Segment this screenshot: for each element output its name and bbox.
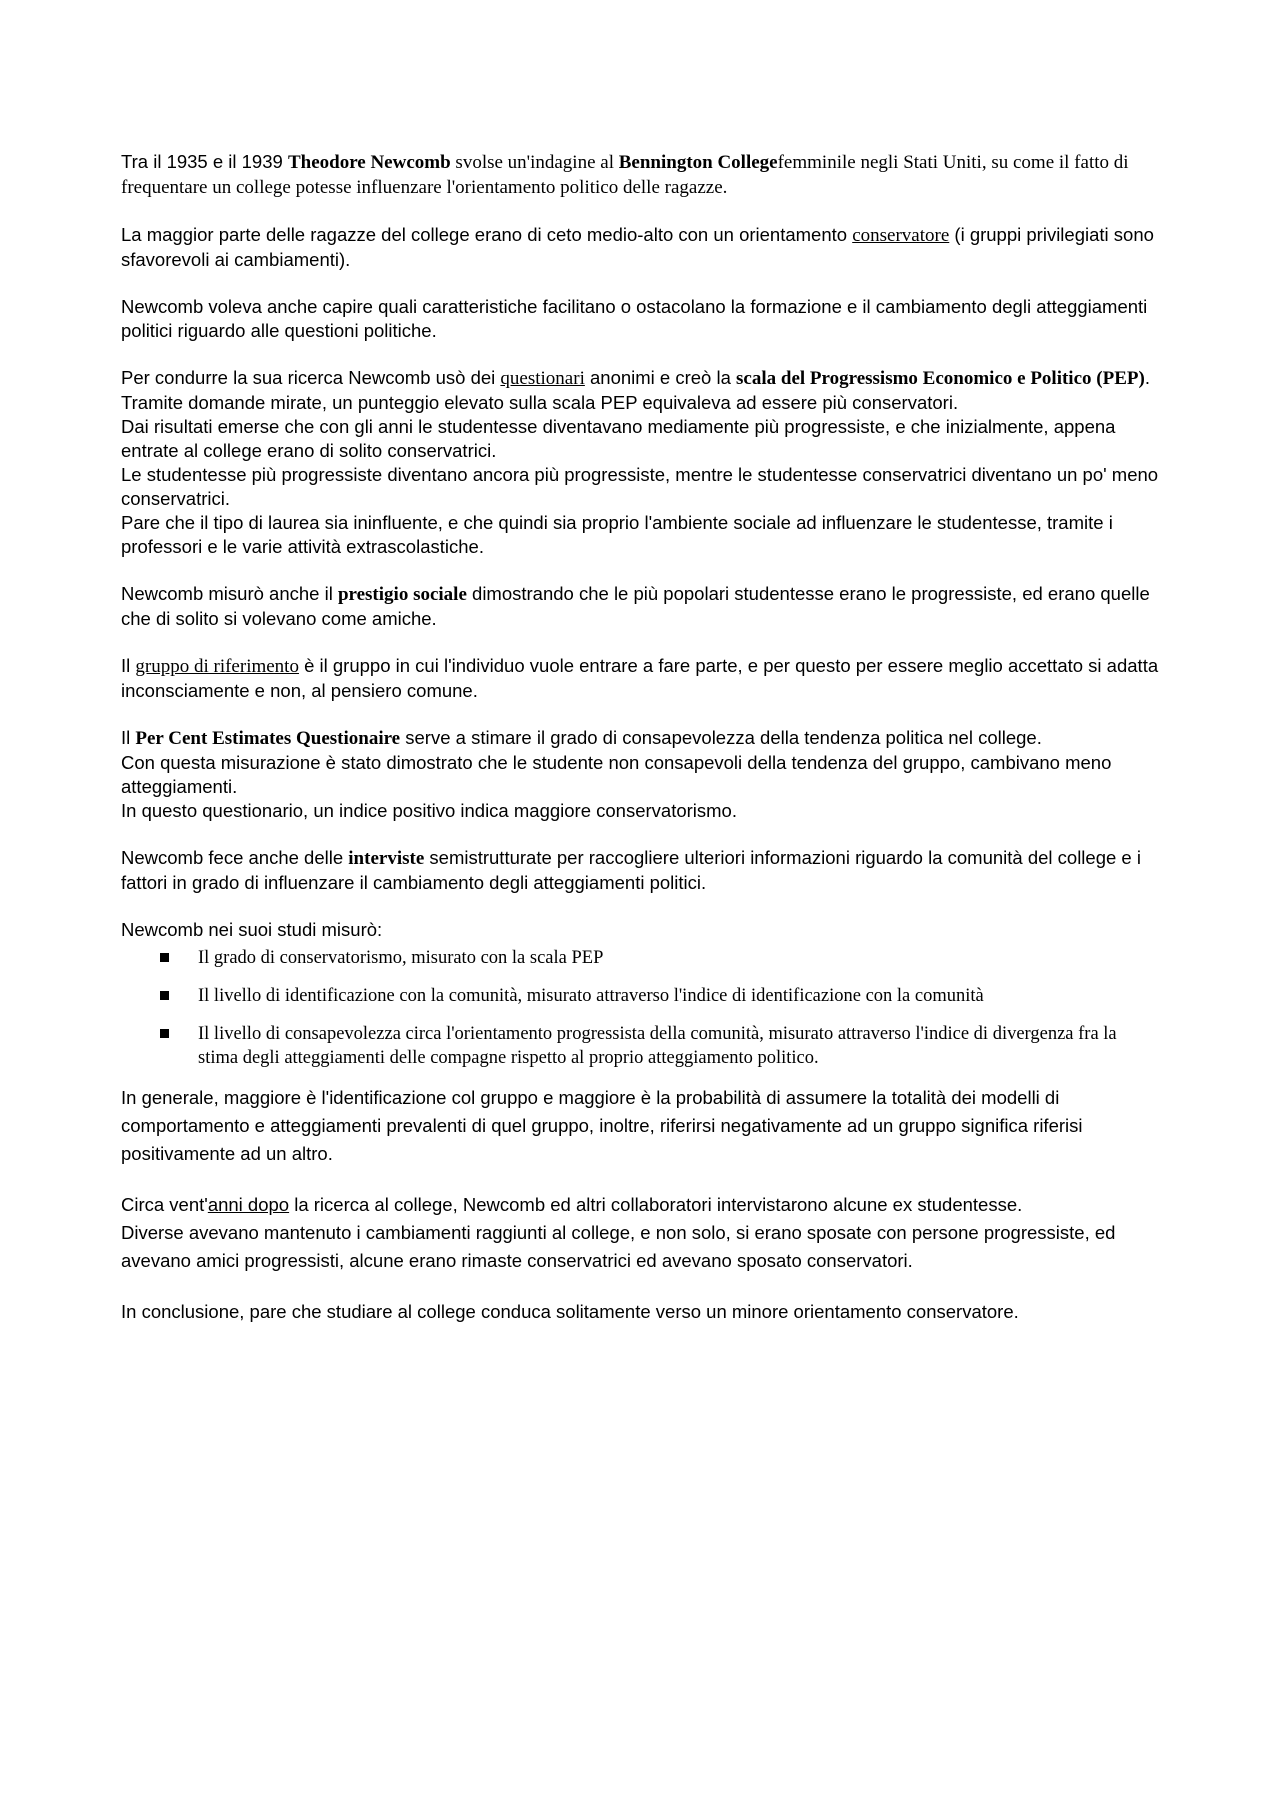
p8-text-1: Newcomb fece anche delle bbox=[121, 847, 349, 868]
p11-underline-anni-dopo: anni dopo bbox=[207, 1194, 290, 1215]
paragraph-gruppo-riferimento bbox=[121, 654, 1161, 703]
paragraph-group-ricerca bbox=[121, 366, 1161, 559]
square-bullet-icon bbox=[160, 1029, 169, 1038]
p6-underline-gruppo: gruppo di riferimento bbox=[135, 656, 299, 677]
list-item-text: Il grado di conservatorismo, misurato con la scala PEP bbox=[198, 948, 604, 968]
paragraph-interviste bbox=[121, 846, 1161, 895]
list-item-text: Il livello di consapevolezza circa l'orientamento progressista della comunità, misurato attraverso l'indice di divergenza fra la stima degli atteggiamenti delle compagne rispetto al proprio atteggiamento politico. bbox=[198, 1024, 1117, 1068]
paragraph-indice: In questo questionario, un indice positivo indica maggiore conservatorismo. bbox=[121, 800, 737, 821]
intro-text-2: svolse un'indagine al bbox=[450, 152, 619, 173]
p7-text-1: Il bbox=[121, 727, 136, 748]
p6-text-1: Il bbox=[121, 655, 136, 676]
paragraph-misurazione: Con questa misurazione è stato dimostrato che le studente non consapevoli della tendenza del gruppo, cambivano meno atteggiamenti. bbox=[121, 752, 1112, 797]
list-item bbox=[121, 984, 1161, 1008]
list-item-text: Il livello di identificazione con la comunità, misurato attraverso l'indice di identificazione con la comunità bbox=[198, 986, 984, 1006]
paragraph-laurea: Pare che il tipo di laurea sia ininfluente, e che quindi sia proprio l'ambiente sociale ad influenzare le studentesse, tramite i professori e le varie attività extrascolastiche. bbox=[121, 512, 1113, 557]
list-item bbox=[121, 1022, 1161, 1070]
paragraph-intro bbox=[121, 150, 1161, 200]
paragraph-generale: In generale, maggiore è l'identificazione col gruppo e maggiore è la probabilità di assumere la totalità dei modelli di comportamento e atteggiamenti prevalenti di quel gruppo, inoltre, riferirsi negativamente ad un gruppo significa riferisi positivamente ad un altro. bbox=[121, 1087, 1083, 1164]
intro-text-3: femminile negli Stati Uniti, su come il fatto di frequentare un college potesse influenzare l'orientamento politico delle ragazze. bbox=[121, 152, 1129, 198]
paragraph-group-questionaire bbox=[121, 726, 1161, 823]
paragraph-diverse: Diverse avevano mantenuto i cambiamenti raggiunti al college, e non solo, si erano sposate con persone progressiste, ed avevano amici progressisti, alcune erano rimaste conservatrici ed avevano sposato conservatori. bbox=[121, 1222, 1116, 1271]
paragraph-per-cent bbox=[121, 726, 1161, 751]
p6-text-2: è il gruppo in cui l'individuo vuole entrare a fare parte, e per questo per essere meglio accettato si adatta inconsciamente e non, al pensiero comune. bbox=[121, 655, 1159, 701]
p7-bold-questionaire: Per Cent Estimates Questionaire bbox=[135, 728, 401, 749]
intro-bold-newcomb: Theodore Newcomb bbox=[287, 152, 451, 173]
p5-text-1: Newcomb misurò anche il bbox=[121, 583, 338, 604]
paragraph-misuro: Newcomb nei suoi studi misurò: bbox=[121, 919, 383, 940]
paragraph-ricerca bbox=[121, 366, 1161, 391]
paragraph-conclusione: In conclusione, pare che studiare al college conduca solitamente verso un minore orientamento conservatore. bbox=[121, 1301, 1019, 1322]
paragraph-progressiste: Le studentesse più progressiste diventano ancora più progressiste, mentre le studentesse conservatrici diventano un po' meno conservatrici. bbox=[121, 464, 1159, 509]
paragraph-risultati: Dai risultati emerse che con gli anni le studentesse diventavano mediamente più progressiste, e che inizialmente, appena entrate al college erano di solito conservatrici. bbox=[121, 416, 1116, 461]
p2-text-1: La maggior parte delle ragazze del college erano di ceto medio-alto con un orientamento bbox=[121, 224, 853, 245]
p4-text-3: . bbox=[1144, 367, 1150, 388]
p11-text-2: la ricerca al college, Newcomb ed altri collaboratori intervistarono alcune ex studentesse. bbox=[289, 1194, 1023, 1215]
p4-text-1: Per condurre la sua ricerca Newcomb usò dei bbox=[121, 367, 501, 388]
p4-underline-questionari: questionari bbox=[500, 368, 585, 389]
intro-text-1: Tra il 1935 e il 1939 bbox=[121, 151, 288, 172]
intro-bold-bennington: Bennington College bbox=[618, 152, 778, 173]
p11-text-1: Circa vent' bbox=[121, 1194, 208, 1215]
p8-bold-interviste: interviste bbox=[348, 848, 425, 869]
paragraph-group-anni-dopo bbox=[121, 1191, 1161, 1275]
paragraph-ceto bbox=[121, 223, 1161, 272]
list-item bbox=[121, 946, 1161, 970]
p2-underline-conservatore: conservatore bbox=[852, 225, 950, 246]
square-bullet-icon bbox=[160, 953, 169, 962]
paragraph-circa bbox=[121, 1191, 1161, 1219]
paragraph-caratteristiche: Newcomb voleva anche capire quali caratteristiche facilitano o ostacolano la formazione e il cambiamento degli atteggiamenti politici riguardo alle questioni politiche. bbox=[121, 296, 1148, 341]
p7-text-2: serve a stimare il grado di consapevolezza della tendenza politica nel college. bbox=[400, 727, 1042, 748]
p8-text-2: semistrutturate per raccogliere ulteriori informazioni riguardo la comunità del college e i fattori in grado di influenzare il cambiamento degli atteggiamenti politici. bbox=[121, 847, 1141, 893]
measures-list bbox=[121, 946, 1161, 1070]
document-page bbox=[121, 150, 1161, 1349]
p2-text-2: (i gruppi privilegiati sono sfavorevoli ai cambiamenti). bbox=[121, 224, 1154, 270]
p5-bold-prestigio: prestigio sociale bbox=[337, 584, 467, 605]
paragraph-prestigio bbox=[121, 582, 1161, 631]
p4-text-2: anonimi e creò la bbox=[584, 367, 737, 388]
square-bullet-icon bbox=[160, 991, 169, 1000]
paragraph-tramite: Tramite domande mirate, un punteggio elevato sulla scala PEP equivaleva ad essere più conservatori. bbox=[121, 392, 959, 413]
p5-text-2: dimostrando che le più popolari studentesse erano le progressiste, ed erano quelle che di solito si volevano come amiche. bbox=[121, 583, 1150, 629]
p4-bold-scala-pep: scala del Progressismo Economico e Politico (PEP) bbox=[736, 368, 1145, 389]
